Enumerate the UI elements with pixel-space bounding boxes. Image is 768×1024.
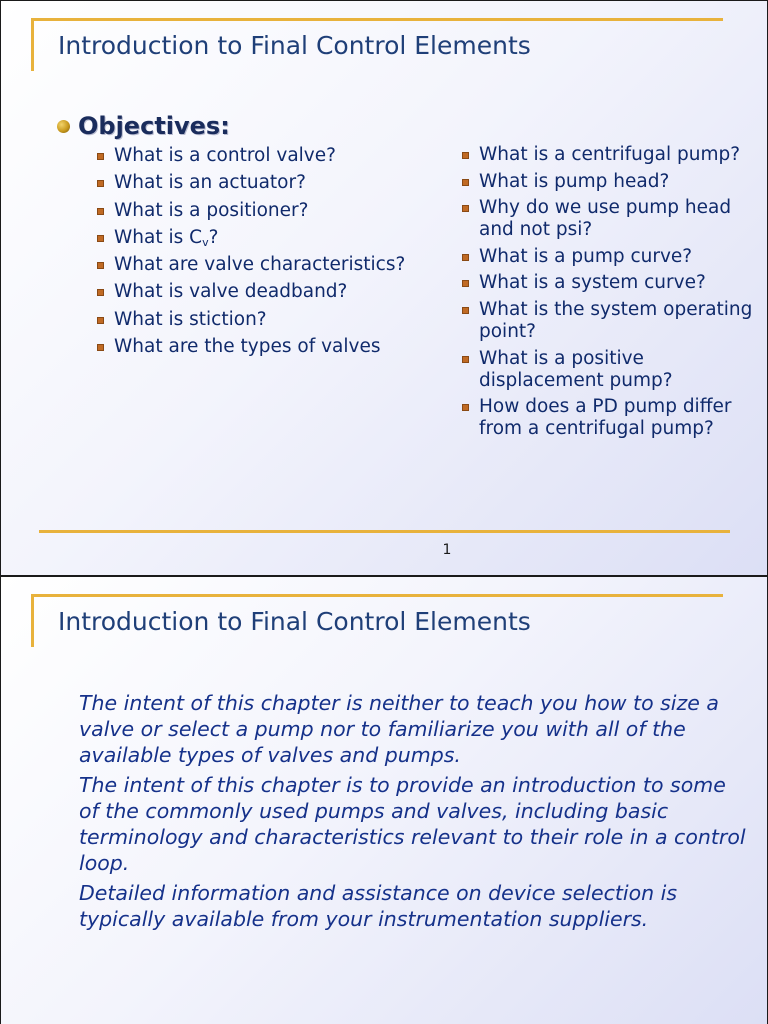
objective-item-text: ? — [208, 226, 219, 248]
page-number: 1 — [442, 542, 452, 558]
footer-rule — [39, 530, 730, 533]
objective-item: What is the system operating point? — [462, 299, 762, 343]
objective-item: What is pump head? — [462, 171, 762, 193]
objective-item — [97, 227, 447, 249]
objective-item: Why do we use pump head and not psi? — [462, 197, 762, 241]
objective-item: What is a positioner? — [97, 200, 447, 222]
objectives-heading — [57, 112, 230, 140]
intro-paragraph: The intent of this chapter is to provide an introduction to some of the commonly used pumps and valves, including basic terminology and characteristics relevant to their role in a control loop. — [79, 773, 746, 875]
subscript-text: v — [202, 235, 209, 249]
objective-item: What are the types of valves — [97, 336, 447, 358]
slide-2 — [0, 576, 768, 1024]
objective-item: What is valve deadband? — [97, 281, 447, 303]
objective-item: What is a pump curve? — [462, 246, 762, 268]
intro-paragraph: Detailed information and assistance on device selection is typically available from your instrumentation suppliers. — [79, 881, 678, 931]
objectives-list-left — [97, 145, 447, 363]
title-rule-horizontal — [31, 18, 723, 21]
title-rule-vertical — [31, 18, 34, 71]
objective-item-text: What is C — [114, 226, 203, 248]
slide-title: Introduction to Final Control Elements — [58, 607, 531, 636]
intro-text-block — [79, 690, 749, 936]
objectives-list-right — [462, 144, 762, 445]
objectives-label: Objectives: — [78, 112, 230, 140]
intro-paragraph: The intent of this chapter is neither to teach you how to size a valve or select a pump nor to familiarize you with all of the available types of valves and pumps. — [79, 691, 719, 767]
objective-item: What are valve characteristics? — [97, 254, 447, 276]
objective-item: How does a PD pump differ from a centrifugal pump? — [462, 396, 762, 440]
objective-item: What is a control valve? — [97, 145, 447, 167]
slide-title: Introduction to Final Control Elements — [58, 31, 531, 60]
round-bullet-icon — [57, 120, 70, 133]
title-rule-vertical — [31, 594, 34, 647]
objective-item: What is a positive displacement pump? — [462, 348, 762, 392]
title-rule-horizontal — [31, 594, 723, 597]
objective-item: What is a system curve? — [462, 272, 762, 294]
objective-item: What is a centrifugal pump? — [462, 144, 762, 166]
objective-item: What is stiction? — [97, 309, 447, 331]
objective-item: What is an actuator? — [97, 172, 447, 194]
